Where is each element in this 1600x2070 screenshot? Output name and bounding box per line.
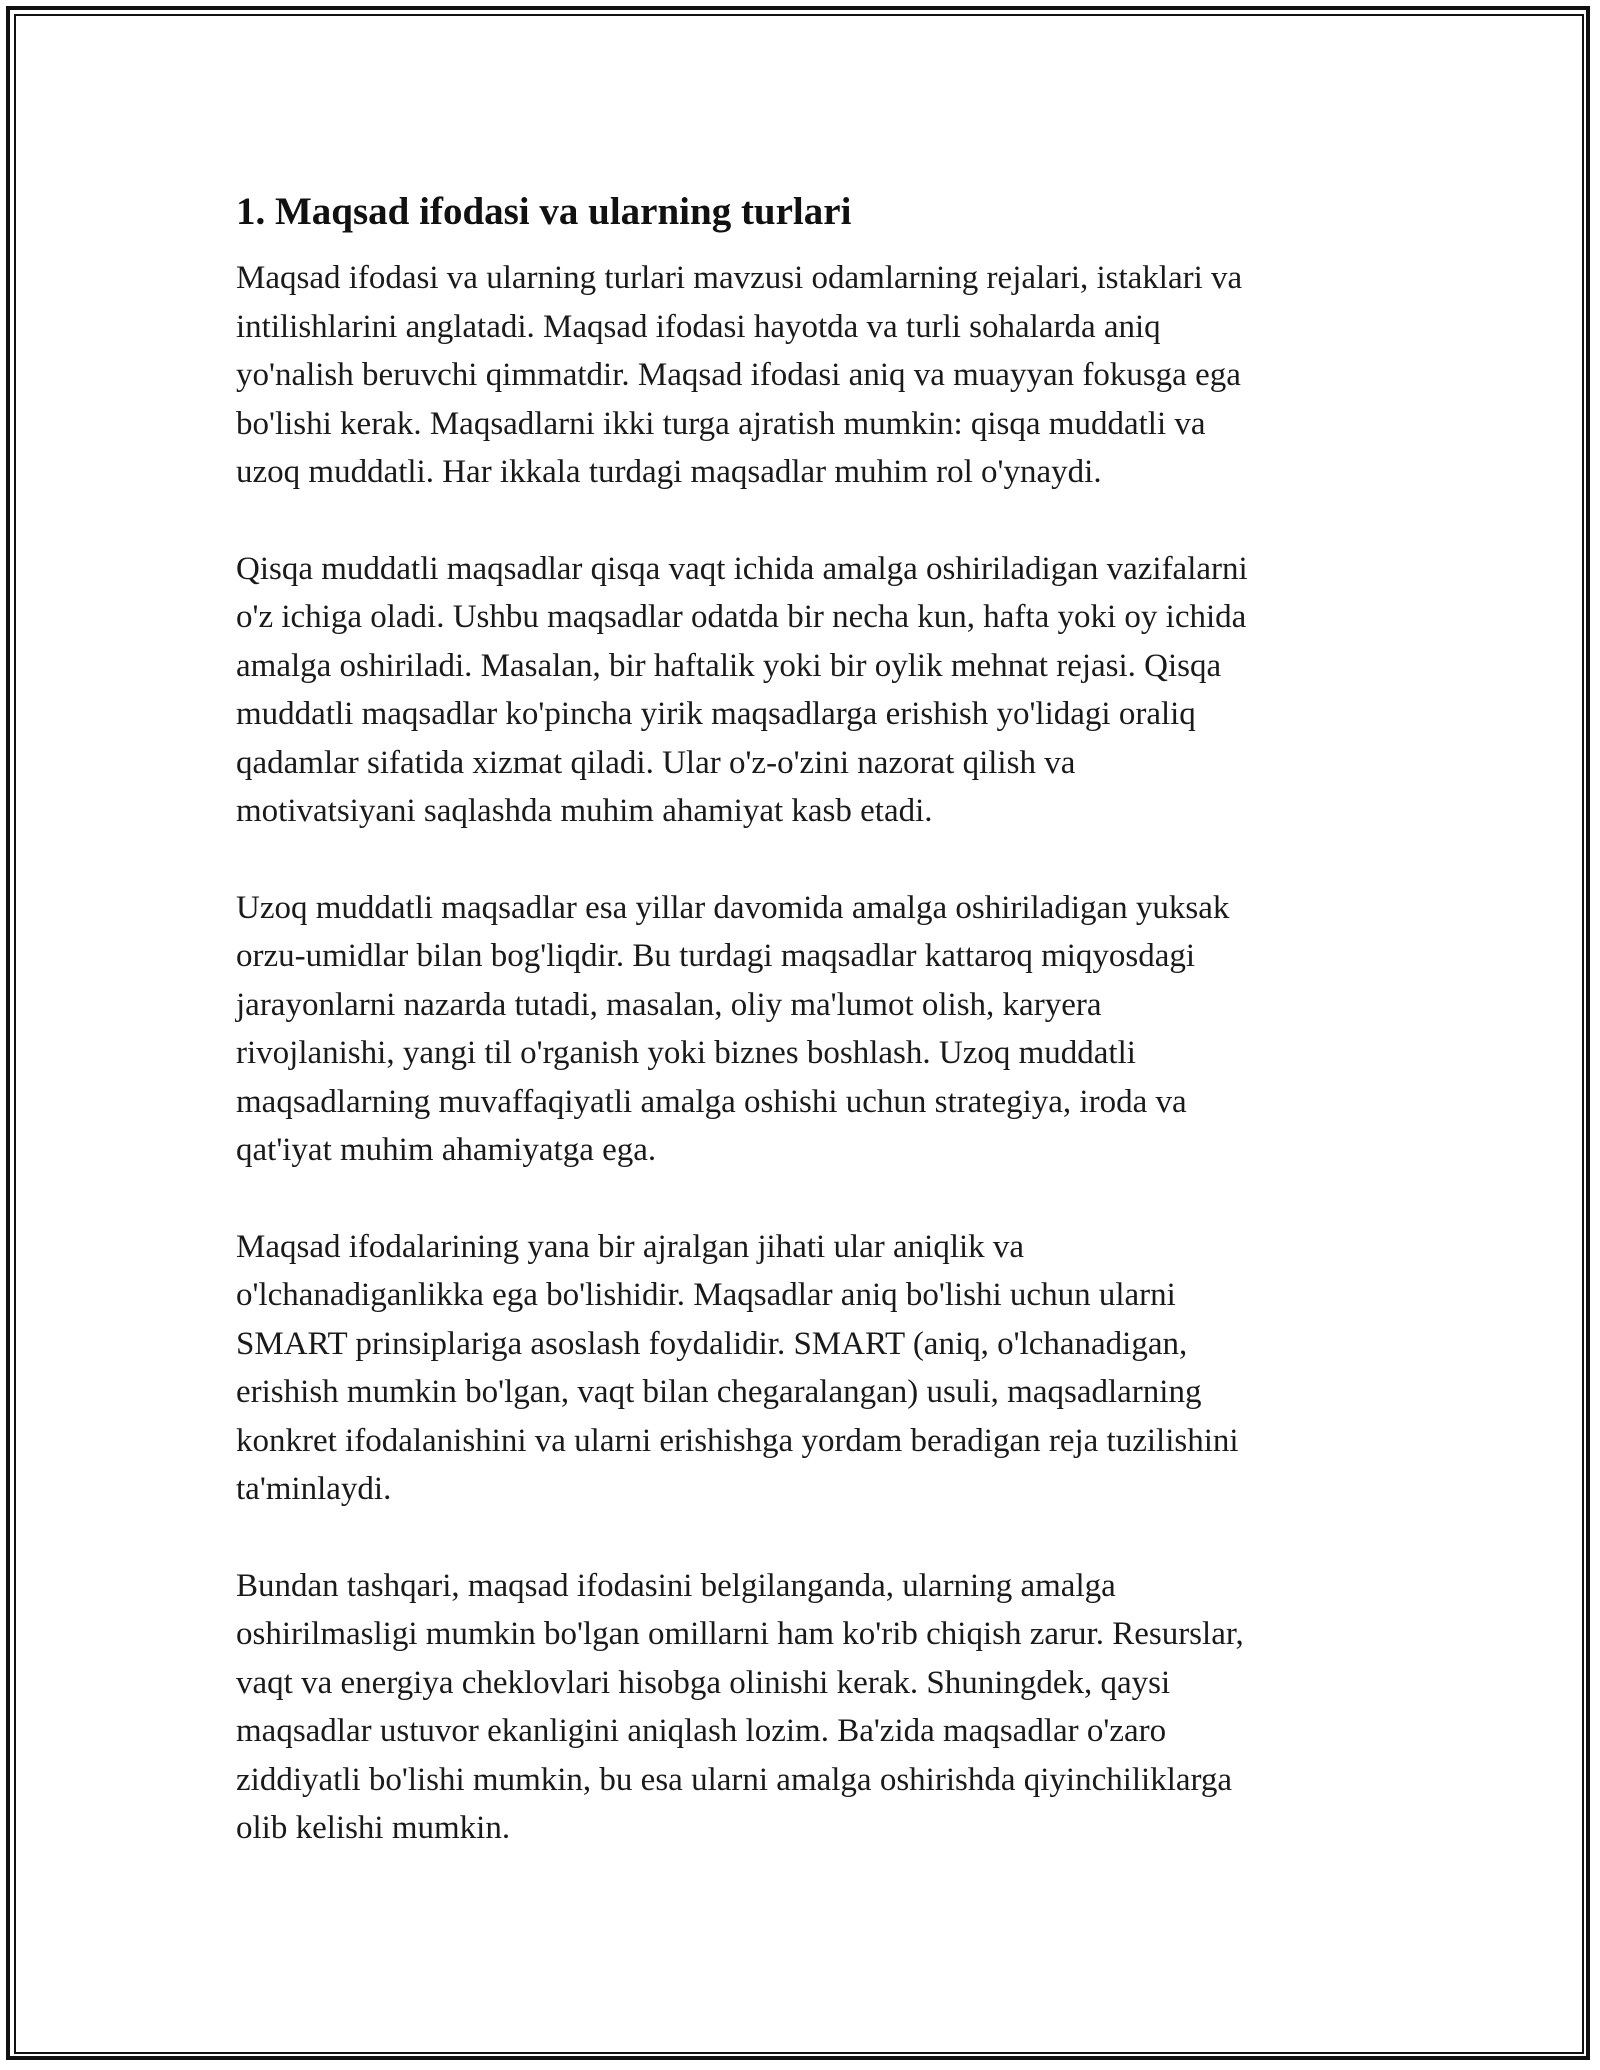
text-line: bo'lishi kerak. Maqsadlarni ikki turga ajratish mumkin: qisqa muddatli va <box>236 405 1206 442</box>
section-heading: 1. Maqsad ifodasi va ularning turlari <box>236 190 852 233</box>
text-line: konkret ifodalanishini va ularni erishishga yordam beradigan reja tuzilishini <box>236 1422 1239 1459</box>
document-body <box>236 186 1376 1901</box>
text-line: vaqt va energiya cheklovlari hisobga olinishi kerak. Shuningdek, qaysi <box>236 1664 1171 1701</box>
paragraph-3 <box>236 884 1376 1175</box>
text-line: orzu-umidlar bilan bog'liqdir. Bu turdagi maqsadlar kattaroq miqyosdagi <box>236 938 1196 974</box>
text-line: motivatsiyani saqlashda muhim ahamiyat kasb etadi. <box>236 793 933 829</box>
text-line: ziddiyatli bo'lishi mumkin, bu esa ularni amalga oshirishda qiyinchiliklarga <box>236 1761 1233 1798</box>
text-line: Maqsad ifodalarining yana bir ajralgan jihati ular aniqlik va <box>236 1228 1025 1265</box>
text-line: o'lchanadiganlikka ega bo'lishidir. Maqsadlar aniq bo'lishi uchun ularni <box>236 1277 1176 1313</box>
text-line: ta'minlaydi. <box>236 1471 392 1507</box>
text-line: intilishlarini anglatadi. Maqsad ifodasi hayotda va turli sohalarda aniq <box>236 308 1161 345</box>
text-line: oshirilmasligi mumkin bo'lgan omillarni ham ko'rib chiqish zarur. Resurslar, <box>236 1616 1244 1652</box>
text-line: maqsadlarning muvaffaqiyatli amalga oshishi uchun strategiya, iroda va <box>236 1083 1187 1120</box>
text-line: Bundan tashqari, maqsad ifodasini belgilanganda, ularning amalga <box>236 1567 1116 1604</box>
text-line: yo'nalish beruvchi qimmatdir. Maqsad ifodasi aniq va muayyan fokusga ega <box>236 357 1241 393</box>
text-line: jarayonlarni nazarda tutadi, masalan, oliy ma'lumot olish, karyera <box>236 986 1102 1023</box>
text-line: maqsadlar ustuvor ekanligini aniqlash lozim. Ba'zida maqsadlar o'zaro <box>236 1713 1167 1749</box>
text-line: Qisqa muddatli maqsadlar qisqa vaqt ichida amalga oshiriladigan vazifalarni <box>236 550 1248 587</box>
text-line: SMART prinsiplariga asoslash foydalidir. SMART (aniq, o'lchanadigan, <box>236 1325 1188 1362</box>
text-line: qadamlar sifatida xizmat qiladi. Ular o'z-o'zini nazorat qilish va <box>236 744 1076 781</box>
paragraph-4 <box>236 1223 1376 1514</box>
text-line: olib kelishi mumkin. <box>236 1810 511 1846</box>
paragraph-1 <box>236 254 1376 497</box>
text-line: Maqsad ifodasi va ularning turlari mavzusi odamlarning rejalari, istaklari va <box>236 260 1243 296</box>
text-line: rivojlanishi, yangi til o'rganish yoki biznes boshlash. Uzoq muddatli <box>236 1035 1136 1071</box>
paragraph-2 <box>236 545 1376 836</box>
paragraph-5 <box>236 1562 1376 1853</box>
text-line: Uzoq muddatli maqsadlar esa yillar davomida amalga oshiriladigan yuksak <box>236 889 1230 926</box>
text-line: o'z ichiga oladi. Ushbu maqsadlar odatda bir necha kun, hafta yoki oy ichida <box>236 599 1247 635</box>
text-line: uzoq muddatli. Har ikkala turdagi maqsadlar muhim rol o'ynaydi. <box>236 454 1102 490</box>
text-line: erishish mumkin bo'lgan, vaqt bilan chegaralangan) usuli, maqsadlarning <box>236 1374 1202 1410</box>
text-line: muddatli maqsadlar ko'pincha yirik maqsadlarga erishish yo'lidagi oraliq <box>236 696 1196 732</box>
text-line: qat'iyat muhim ahamiyatga ega. <box>236 1132 657 1168</box>
text-line: amalga oshiriladi. Masalan, bir haftalik yoki bir oylik mehnat rejasi. Qisqa <box>236 647 1222 684</box>
